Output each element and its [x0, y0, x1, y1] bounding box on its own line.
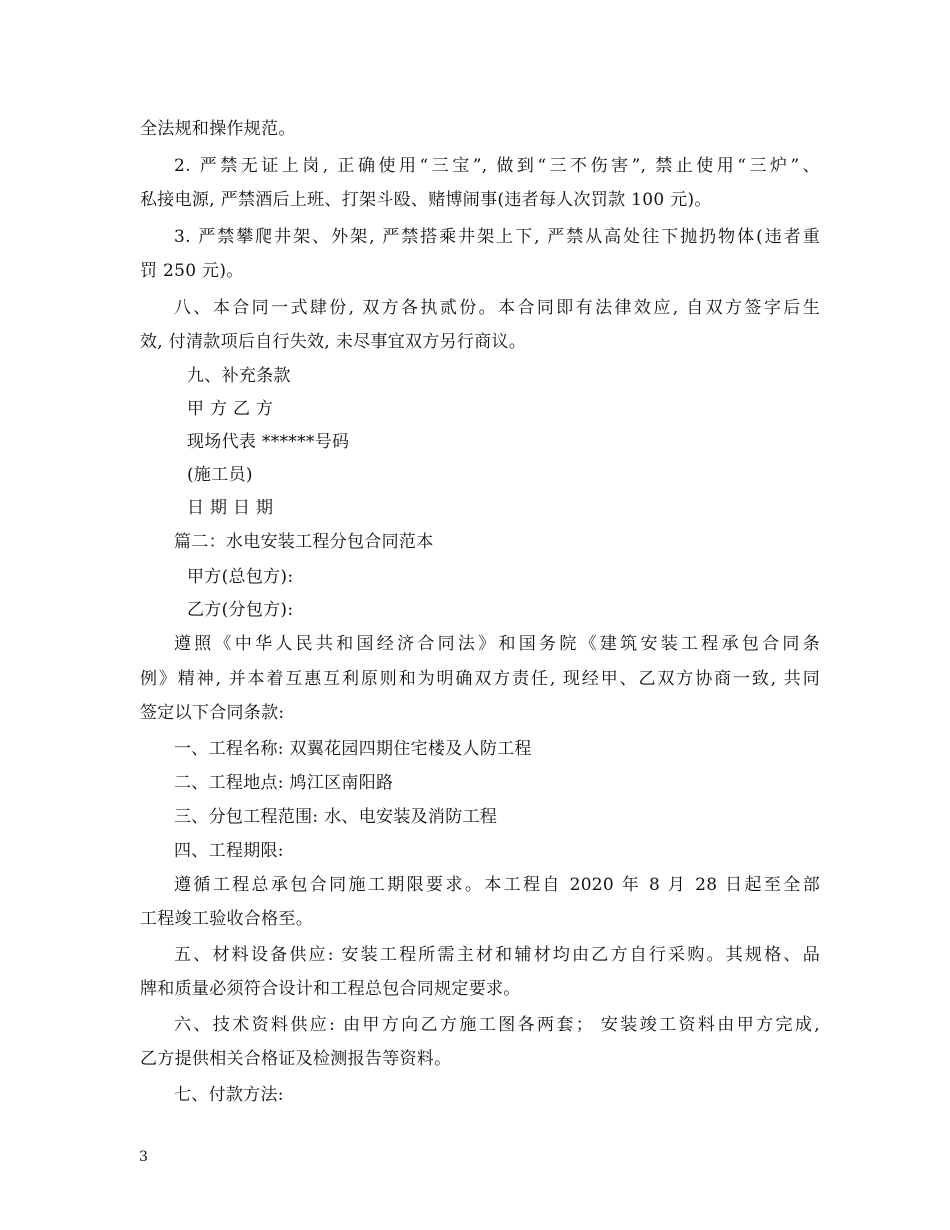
paragraph-line: 遵循工程总承包合同施工期限要求。本工程自 2020 年 8 月 28 日起至全部	[174, 875, 820, 895]
paragraph-line: 2. 严禁无证上岗, 正确使用“三宝”, 做到“三不伤害”, 禁止使用“三炉”、	[174, 156, 820, 176]
signature-representative-line: 现场代表 ******号码	[187, 432, 350, 452]
section-heading: 九、补充条款	[187, 366, 291, 386]
paragraph-line: 签定以下合同条款:	[140, 703, 285, 723]
paragraph-line: 工程竣工验收合格至。	[140, 909, 313, 929]
paragraph-line: 3. 严禁攀爬井架、外架, 严禁搭乘井架上下, 严禁从高处往下抛扔物体(违者重	[174, 227, 820, 247]
clause-line: 七、付款方法:	[174, 1085, 284, 1105]
party-b-line: 乙方(分包方):	[187, 600, 294, 620]
paragraph-line: 全法规和操作规范。	[140, 119, 296, 139]
paragraph-line: 遵照《中华人民共和国经济合同法》和国务院《建筑安装工程承包合同条	[174, 634, 820, 654]
party-a-line: 甲方(总包方):	[187, 567, 294, 587]
paragraph-line: 八、本合同一式肆份, 双方各执贰份。本合同即有法律效应, 自双方签字后生	[174, 298, 820, 318]
paragraph-line: 牌和质量必须符合设计和工程总包合同规定要求。	[140, 979, 521, 999]
chapter-title: 篇二：水电安装工程分包合同范本	[174, 532, 434, 552]
signature-role-line: (施工员)	[187, 465, 253, 485]
page-number: 3	[139, 1149, 148, 1165]
clause-line: 一、工程名称: 双翼花园四期住宅楼及人防工程	[174, 739, 532, 759]
paragraph-line: 乙方提供相关合格证及检测报告等资料。	[140, 1049, 452, 1069]
clause-line: 二、工程地点: 鸠江区南阳路	[174, 773, 394, 793]
paragraph-line: 私接电源, 严禁酒后上班、打架斗殴、赌博闹事(违者每人次罚款 100 元)。	[140, 190, 712, 210]
clause-line: 四、工程期限:	[174, 841, 284, 861]
signature-parties-line: 甲 方 乙 方	[187, 399, 274, 419]
paragraph-line: 效, 付清款项后自行失效, 未尽事宜双方另行商议。	[140, 332, 527, 352]
paragraph-line: 六、技术资料供应: 由甲方向乙方施工图各两套； 安装竣工资料由甲方完成,	[174, 1015, 820, 1035]
clause-line: 三、分包工程范围: 水、电安装及消防工程	[174, 807, 498, 827]
paragraph-line: 五、材料设备供应: 安装工程所需主材和辅材均由乙方自行采购。其规格、品	[174, 945, 820, 965]
paragraph-line: 罚 250 元)。	[140, 261, 244, 281]
paragraph-line: 例》精神, 并本着互惠互利原则和为明确双方责任, 现经甲、乙双方协商一致, 共同	[140, 669, 820, 689]
signature-date-line: 日 期 日 期	[187, 498, 274, 518]
